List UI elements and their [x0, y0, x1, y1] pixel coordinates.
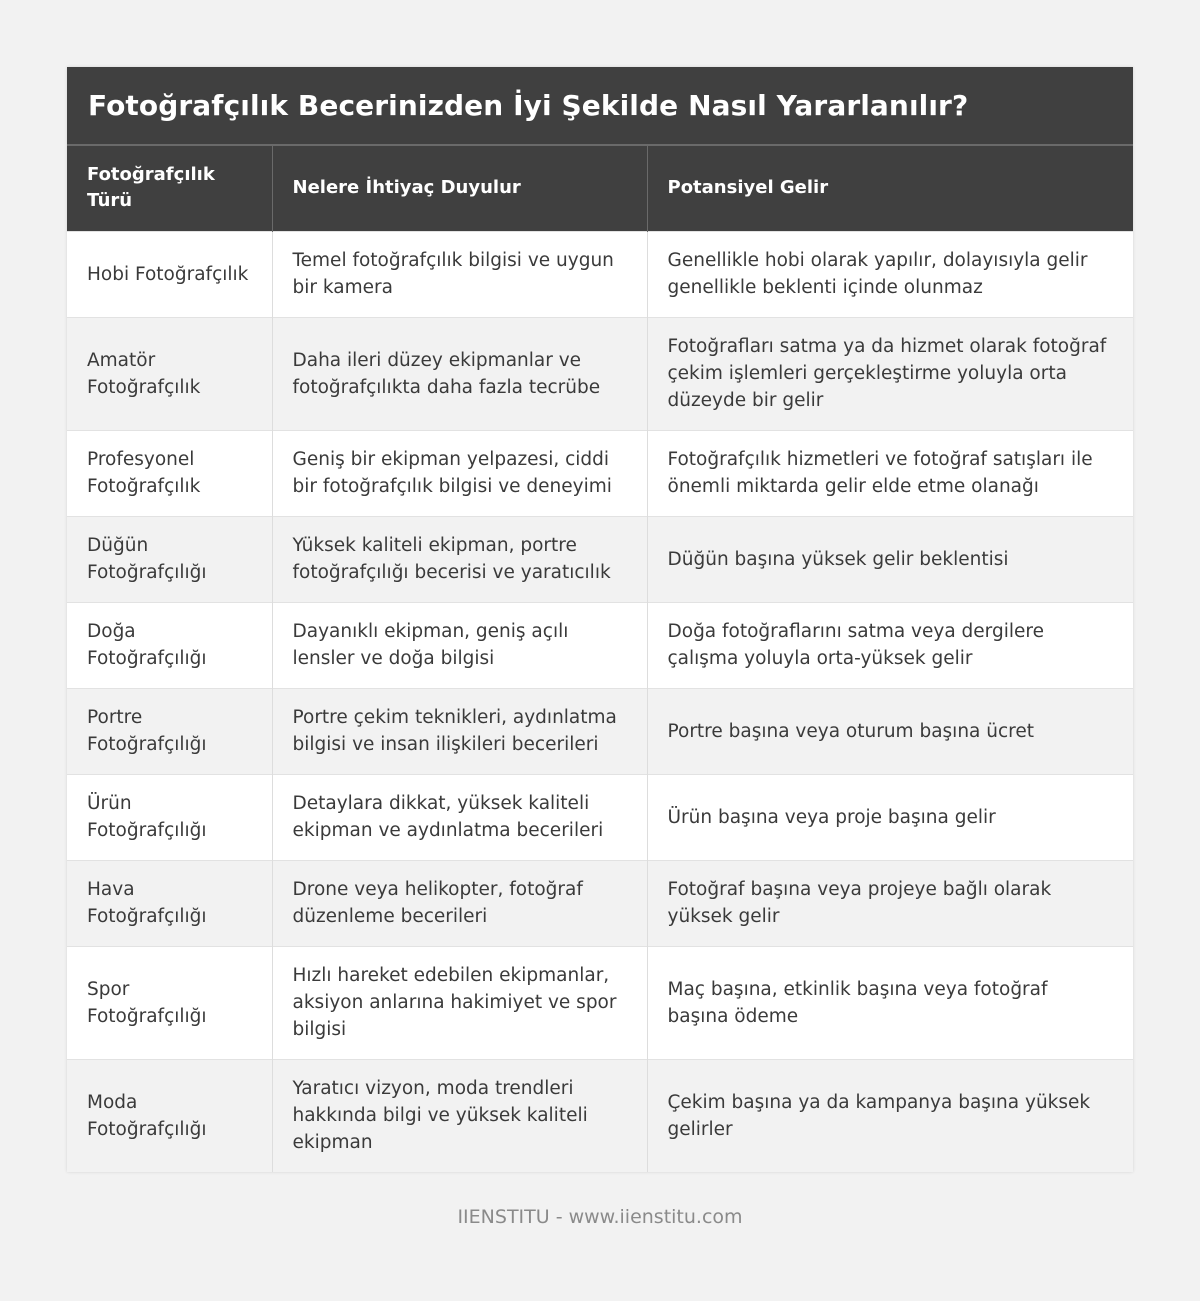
table-row	[67, 860, 1133, 946]
cell-type: Amatör Fotoğrafçılık	[67, 317, 272, 430]
column-header-type: Fotoğrafçılık Türü	[67, 145, 272, 231]
cell-type: Hava Fotoğrafçılığı	[67, 860, 272, 946]
cell-type: Ürün Fotoğrafçılığı	[67, 774, 272, 860]
cell-needs: Daha ileri düzey ekipmanlar ve fotoğrafçılıkta daha fazla tecrübe	[272, 317, 647, 430]
cell-income: Doğa fotoğraflarını satma veya dergilere çalışma yoluyla orta-yüksek gelir	[647, 602, 1133, 688]
cell-income: Fotoğrafları satma ya da hizmet olarak fotoğraf çekim işlemleri gerçekleştirme yoluyla orta düzeyde bir gelir	[647, 317, 1133, 430]
table-row	[67, 317, 1133, 430]
cell-income: Çekim başına ya da kampanya başına yüksek gelirler	[647, 1059, 1133, 1172]
table-row	[67, 688, 1133, 774]
cell-needs: Detaylara dikkat, yüksek kaliteli ekipman ve aydınlatma becerileri	[272, 774, 647, 860]
page-title: Fotoğrafçılık Becerinizden İyi Şekilde Nasıl Yararlanılır?	[88, 89, 969, 122]
table-card	[67, 67, 1133, 1172]
cell-needs: Portre çekim teknikleri, aydınlatma bilgisi ve insan ilişkileri becerileri	[272, 688, 647, 774]
cell-needs: Temel fotoğrafçılık bilgisi ve uygun bir kamera	[272, 231, 647, 317]
cell-type: Doğa Fotoğrafçılığı	[67, 602, 272, 688]
cell-needs: Drone veya helikopter, fotoğraf düzenleme becerileri	[272, 860, 647, 946]
cell-income: Portre başına veya oturum başına ücret	[647, 688, 1133, 774]
cell-needs: Yaratıcı vizyon, moda trendleri hakkında bilgi ve yüksek kaliteli ekipman	[272, 1059, 647, 1172]
cell-type: Spor Fotoğrafçılığı	[67, 946, 272, 1059]
cell-type: Düğün Fotoğrafçılığı	[67, 516, 272, 602]
cell-type: Moda Fotoğrafçılığı	[67, 1059, 272, 1172]
cell-income: Ürün başına veya proje başına gelir	[647, 774, 1133, 860]
table-row	[67, 946, 1133, 1059]
table-row	[67, 1059, 1133, 1172]
table-row	[67, 602, 1133, 688]
cell-needs: Yüksek kaliteli ekipman, portre fotoğrafçılığı becerisi ve yaratıcılık	[272, 516, 647, 602]
footer-credit: IIENSTITU - www.iienstitu.com	[457, 1206, 743, 1228]
cell-needs: Geniş bir ekipman yelpazesi, ciddi bir fotoğrafçılık bilgisi ve deneyimi	[272, 430, 647, 516]
cell-needs: Hızlı hareket edebilen ekipmanlar, aksiyon anlarına hakimiyet ve spor bilgisi	[272, 946, 647, 1059]
cell-income: Düğün başına yüksek gelir beklentisi	[647, 516, 1133, 602]
cell-type: Profesyonel Fotoğrafçılık	[67, 430, 272, 516]
title-bar	[67, 67, 1133, 144]
table-row	[67, 774, 1133, 860]
cell-type: Hobi Fotoğrafçılık	[67, 231, 272, 317]
cell-income: Fotoğrafçılık hizmetleri ve fotoğraf satışları ile önemli miktarda gelir elde etme olanağı	[647, 430, 1133, 516]
column-header-income: Potansiyel Gelir	[647, 145, 1133, 231]
table-row	[67, 430, 1133, 516]
cell-income: Fotoğraf başına veya projeye bağlı olarak yüksek gelir	[647, 860, 1133, 946]
cell-type: Portre Fotoğrafçılığı	[67, 688, 272, 774]
data-table	[67, 144, 1133, 1172]
column-header-needs: Nelere İhtiyaç Duyulur	[272, 145, 647, 231]
table-row	[67, 516, 1133, 602]
cell-needs: Dayanıklı ekipman, geniş açılı lensler ve doğa bilgisi	[272, 602, 647, 688]
cell-income: Maç başına, etkinlik başına veya fotoğraf başına ödeme	[647, 946, 1133, 1059]
table-header-row	[67, 145, 1133, 231]
cell-income: Genellikle hobi olarak yapılır, dolayısıyla gelir genellikle beklenti içinde olunmaz	[647, 231, 1133, 317]
table-row	[67, 231, 1133, 317]
